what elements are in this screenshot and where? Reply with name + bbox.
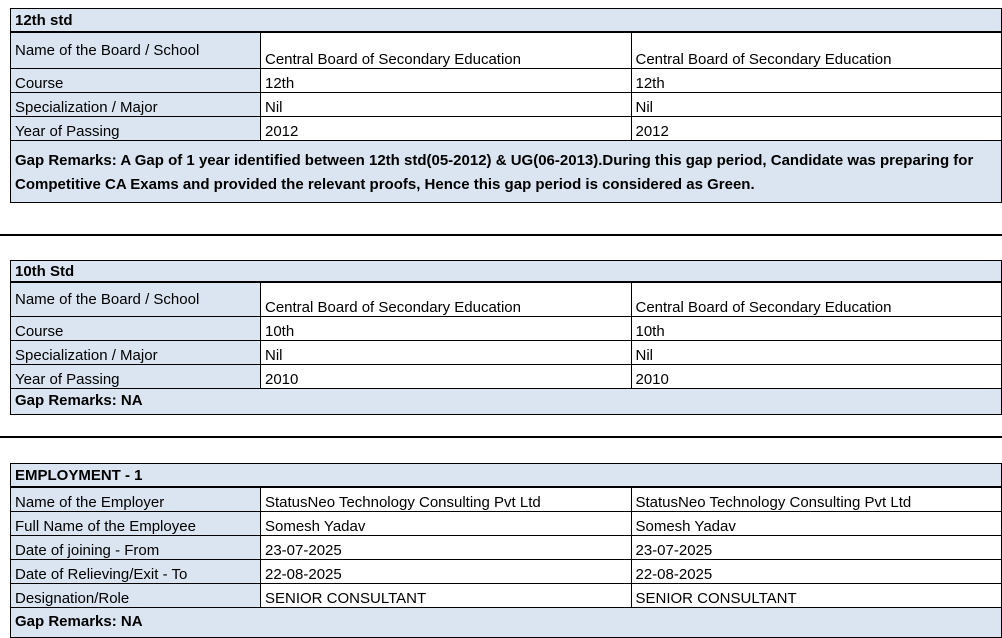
section-divider: [0, 234, 1002, 236]
row-value: Central Board of Secondary Education: [631, 283, 1002, 317]
table-row: [11, 488, 1002, 512]
row-value: 12th: [631, 69, 1002, 93]
row-value: 2012: [631, 117, 1002, 141]
row-label: Name of the Board / School: [11, 283, 261, 317]
row-value: Central Board of Secondary Education: [261, 283, 632, 317]
table-row: [11, 584, 1002, 608]
row-value: Somesh Yadav: [261, 512, 632, 536]
row-value: Nil: [631, 341, 1002, 365]
row-value: StatusNeo Technology Consulting Pvt Ltd: [261, 488, 632, 512]
row-value: Central Board of Secondary Education: [631, 33, 1002, 69]
row-value: 2012: [261, 117, 632, 141]
details-table: [10, 487, 1002, 608]
row-label: Specialization / Major: [11, 341, 261, 365]
table-row: [11, 341, 1002, 365]
row-value: 2010: [261, 365, 632, 389]
row-value: 10th: [631, 317, 1002, 341]
row-label: Date of Relieving/Exit - To: [11, 560, 261, 584]
table-row: [11, 317, 1002, 341]
table-row: [11, 117, 1002, 141]
row-value: Nil: [631, 93, 1002, 117]
table-row: [11, 33, 1002, 69]
row-value: Nil: [261, 341, 632, 365]
row-label: Year of Passing: [11, 117, 261, 141]
row-label: Course: [11, 317, 261, 341]
details-table: [10, 282, 1002, 389]
section-employment-1: [10, 463, 1002, 638]
row-value: 2010: [631, 365, 1002, 389]
section-10th-std: [10, 260, 1002, 415]
table-row: [11, 536, 1002, 560]
gap-remarks: Gap Remarks: A Gap of 1 year identified between 12th std(05-2012) & UG(06-2013).During this gap period, Candidate was preparing for Competitive CA Exams and provided the relevant proofs, Hence this gap period is considered as Green.: [10, 141, 1002, 203]
gap-remarks: Gap Remarks: NA: [10, 608, 1002, 638]
row-label: Designation/Role: [11, 584, 261, 608]
section-title: 12th std: [10, 8, 1002, 32]
row-value: Central Board of Secondary Education: [261, 33, 632, 69]
row-value: 22-08-2025: [631, 560, 1002, 584]
row-value: 10th: [261, 317, 632, 341]
row-value: Nil: [261, 93, 632, 117]
gap-remarks: Gap Remarks: NA: [10, 389, 1002, 415]
row-value: SENIOR CONSULTANT: [261, 584, 632, 608]
table-row: [11, 69, 1002, 93]
row-value: 23-07-2025: [631, 536, 1002, 560]
row-value: 22-08-2025: [261, 560, 632, 584]
table-row: [11, 560, 1002, 584]
table-row: [11, 512, 1002, 536]
row-label: Specialization / Major: [11, 93, 261, 117]
row-label: Date of joining - From: [11, 536, 261, 560]
section-title: 10th Std: [10, 260, 1002, 282]
table-row: [11, 283, 1002, 317]
row-label: Year of Passing: [11, 365, 261, 389]
section-title: EMPLOYMENT - 1: [10, 463, 1002, 487]
row-value: 12th: [261, 69, 632, 93]
row-value: 23-07-2025: [261, 536, 632, 560]
section-12th-std: [10, 8, 1002, 203]
row-value: StatusNeo Technology Consulting Pvt Ltd: [631, 488, 1002, 512]
row-label: Name of the Board / School: [11, 33, 261, 69]
details-table: [10, 32, 1002, 141]
row-value: SENIOR CONSULTANT: [631, 584, 1002, 608]
row-label: Name of the Employer: [11, 488, 261, 512]
row-label: Full Name of the Employee: [11, 512, 261, 536]
section-divider: [0, 436, 1002, 438]
row-label: Course: [11, 69, 261, 93]
row-value: Somesh Yadav: [631, 512, 1002, 536]
table-row: [11, 93, 1002, 117]
table-row: [11, 365, 1002, 389]
